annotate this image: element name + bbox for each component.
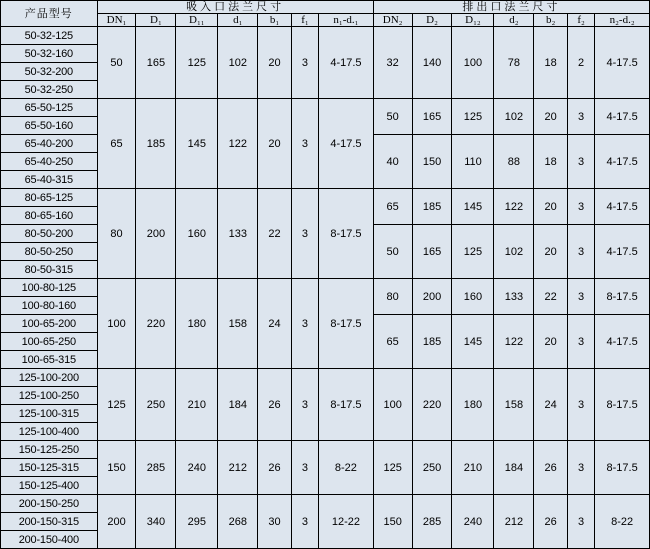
model-cell: 65-40-315 xyxy=(1,171,98,189)
suction-value-cell: 180 xyxy=(176,279,218,369)
suction-value-cell: 3 xyxy=(291,441,318,495)
suction-value-cell: 340 xyxy=(136,495,176,549)
discharge-value-cell: 160 xyxy=(452,279,494,315)
table-row xyxy=(1,27,650,45)
model-cell: 80-65-160 xyxy=(1,207,98,225)
model-cell: 100-65-250 xyxy=(1,333,98,351)
suction-value-cell: 133 xyxy=(218,189,258,279)
discharge-value-cell: 3 xyxy=(567,315,594,369)
header-col-1: DN₁ xyxy=(97,14,136,27)
discharge-value-cell: 50 xyxy=(373,99,412,135)
header-group-row xyxy=(1,1,650,14)
discharge-value-cell: 125 xyxy=(452,99,494,135)
header-model: 产品型号 xyxy=(1,1,98,27)
discharge-value-cell: 3 xyxy=(567,495,594,549)
suction-value-cell: 20 xyxy=(258,27,292,99)
model-cell: 65-40-200 xyxy=(1,135,98,153)
suction-value-cell: 3 xyxy=(291,99,318,189)
discharge-value-cell: 4-17.5 xyxy=(595,315,650,369)
discharge-value-cell: 122 xyxy=(494,189,534,225)
table-row xyxy=(1,441,650,459)
suction-value-cell: 30 xyxy=(258,495,292,549)
table-head xyxy=(1,1,650,27)
suction-value-cell: 8-17.5 xyxy=(319,369,374,441)
discharge-value-cell: 150 xyxy=(373,495,412,549)
discharge-value-cell: 210 xyxy=(452,441,494,495)
discharge-value-cell: 185 xyxy=(412,189,452,225)
discharge-value-cell: 4-17.5 xyxy=(595,189,650,225)
discharge-value-cell: 2 xyxy=(567,27,594,99)
table-row xyxy=(1,99,650,117)
discharge-value-cell: 24 xyxy=(534,369,568,441)
discharge-value-cell: 26 xyxy=(534,495,568,549)
suction-value-cell: 26 xyxy=(258,441,292,495)
suction-value-cell: 3 xyxy=(291,189,318,279)
discharge-value-cell: 122 xyxy=(494,315,534,369)
header-col-8: DN₂ xyxy=(373,14,412,27)
suction-value-cell: 3 xyxy=(291,495,318,549)
suction-value-cell: 250 xyxy=(136,369,176,441)
discharge-value-cell: 40 xyxy=(373,135,412,189)
discharge-value-cell: 65 xyxy=(373,189,412,225)
suction-value-cell: 165 xyxy=(136,27,176,99)
discharge-value-cell: 212 xyxy=(494,495,534,549)
suction-value-cell: 20 xyxy=(258,99,292,189)
model-cell: 50-32-125 xyxy=(1,27,98,45)
header-col-7: n₁-d.₁ xyxy=(319,14,374,27)
discharge-value-cell: 20 xyxy=(534,99,568,135)
discharge-value-cell: 4-17.5 xyxy=(595,99,650,135)
discharge-value-cell: 3 xyxy=(567,135,594,189)
discharge-value-cell: 150 xyxy=(412,135,452,189)
suction-value-cell: 50 xyxy=(97,27,136,99)
discharge-value-cell: 4-17.5 xyxy=(595,135,650,189)
discharge-value-cell: 200 xyxy=(412,279,452,315)
suction-value-cell: 160 xyxy=(176,189,218,279)
model-cell: 100-80-160 xyxy=(1,297,98,315)
model-cell: 150-125-250 xyxy=(1,441,98,459)
model-cell: 100-65-200 xyxy=(1,315,98,333)
discharge-value-cell: 18 xyxy=(534,27,568,99)
discharge-value-cell: 184 xyxy=(494,441,534,495)
discharge-value-cell: 3 xyxy=(567,99,594,135)
discharge-value-cell: 240 xyxy=(452,495,494,549)
discharge-value-cell: 125 xyxy=(452,225,494,279)
discharge-value-cell: 20 xyxy=(534,315,568,369)
suction-value-cell: 4-17.5 xyxy=(319,27,374,99)
discharge-value-cell: 180 xyxy=(452,369,494,441)
suction-value-cell: 8-17.5 xyxy=(319,279,374,369)
discharge-value-cell: 3 xyxy=(567,225,594,279)
suction-value-cell: 145 xyxy=(176,99,218,189)
model-cell: 200-150-315 xyxy=(1,513,98,531)
model-cell: 80-50-315 xyxy=(1,261,98,279)
discharge-value-cell: 133 xyxy=(494,279,534,315)
suction-value-cell: 122 xyxy=(218,99,258,189)
discharge-value-cell: 80 xyxy=(373,279,412,315)
model-cell: 65-50-125 xyxy=(1,99,98,117)
suction-value-cell: 150 xyxy=(97,441,136,495)
suction-value-cell: 125 xyxy=(97,369,136,441)
discharge-value-cell: 145 xyxy=(452,315,494,369)
discharge-value-cell: 32 xyxy=(373,27,412,99)
model-cell: 80-65-125 xyxy=(1,189,98,207)
suction-value-cell: 158 xyxy=(218,279,258,369)
header-column-row xyxy=(1,14,650,27)
suction-value-cell: 220 xyxy=(136,279,176,369)
suction-value-cell: 12-22 xyxy=(319,495,374,549)
suction-value-cell: 22 xyxy=(258,189,292,279)
discharge-value-cell: 50 xyxy=(373,225,412,279)
suction-value-cell: 200 xyxy=(136,189,176,279)
suction-value-cell: 184 xyxy=(218,369,258,441)
discharge-value-cell: 65 xyxy=(373,315,412,369)
model-cell: 200-150-250 xyxy=(1,495,98,513)
model-cell: 80-50-200 xyxy=(1,225,98,243)
discharge-value-cell: 3 xyxy=(567,441,594,495)
discharge-value-cell: 8-22 xyxy=(595,495,650,549)
discharge-value-cell: 3 xyxy=(567,279,594,315)
discharge-value-cell: 4-17.5 xyxy=(595,225,650,279)
model-cell: 125-100-315 xyxy=(1,405,98,423)
suction-value-cell: 268 xyxy=(218,495,258,549)
suction-value-cell: 240 xyxy=(176,441,218,495)
model-cell: 50-32-250 xyxy=(1,81,98,99)
header-col-6: f₁ xyxy=(291,14,318,27)
header-col-3: D₁₁ xyxy=(176,14,218,27)
model-cell: 65-40-250 xyxy=(1,153,98,171)
header-col-14: n₂-d.₂ xyxy=(595,14,650,27)
discharge-value-cell: 18 xyxy=(534,135,568,189)
discharge-value-cell: 102 xyxy=(494,225,534,279)
suction-value-cell: 24 xyxy=(258,279,292,369)
discharge-value-cell: 100 xyxy=(373,369,412,441)
discharge-value-cell: 165 xyxy=(412,99,452,135)
model-cell: 65-50-160 xyxy=(1,117,98,135)
discharge-value-cell: 20 xyxy=(534,225,568,279)
discharge-value-cell: 8-17.5 xyxy=(595,441,650,495)
table-row xyxy=(1,495,650,513)
header-suction-group: 吸入口法兰尺寸 xyxy=(97,1,373,14)
table-row xyxy=(1,279,650,297)
discharge-value-cell: 22 xyxy=(534,279,568,315)
model-cell: 150-125-315 xyxy=(1,459,98,477)
discharge-value-cell: 8-17.5 xyxy=(595,369,650,441)
header-discharge-group: 排出口法兰尺寸 xyxy=(373,1,649,14)
discharge-value-cell: 185 xyxy=(412,315,452,369)
header-col-12: b₂ xyxy=(534,14,568,27)
suction-value-cell: 212 xyxy=(218,441,258,495)
suction-value-cell: 3 xyxy=(291,369,318,441)
table-row xyxy=(1,189,650,207)
table-row xyxy=(1,369,650,387)
suction-value-cell: 4-17.5 xyxy=(319,99,374,189)
discharge-value-cell: 102 xyxy=(494,99,534,135)
suction-value-cell: 125 xyxy=(176,27,218,99)
discharge-value-cell: 220 xyxy=(412,369,452,441)
model-cell: 125-100-200 xyxy=(1,369,98,387)
suction-value-cell: 185 xyxy=(136,99,176,189)
table-body xyxy=(1,27,650,549)
discharge-value-cell: 8-17.5 xyxy=(595,279,650,315)
discharge-value-cell: 125 xyxy=(373,441,412,495)
header-col-4: d₁ xyxy=(218,14,258,27)
suction-value-cell: 80 xyxy=(97,189,136,279)
suction-value-cell: 102 xyxy=(218,27,258,99)
header-col-5: b₁ xyxy=(258,14,292,27)
discharge-value-cell: 4-17.5 xyxy=(595,27,650,99)
discharge-value-cell: 3 xyxy=(567,369,594,441)
suction-value-cell: 65 xyxy=(97,99,136,189)
model-cell: 200-150-400 xyxy=(1,531,98,549)
suction-value-cell: 285 xyxy=(136,441,176,495)
model-cell: 100-65-315 xyxy=(1,351,98,369)
suction-value-cell: 3 xyxy=(291,279,318,369)
suction-value-cell: 200 xyxy=(97,495,136,549)
suction-value-cell: 3 xyxy=(291,27,318,99)
model-cell: 50-32-160 xyxy=(1,45,98,63)
model-cell: 80-50-250 xyxy=(1,243,98,261)
suction-value-cell: 8-22 xyxy=(319,441,374,495)
model-cell: 125-100-400 xyxy=(1,423,98,441)
model-cell: 50-32-200 xyxy=(1,63,98,81)
suction-value-cell: 100 xyxy=(97,279,136,369)
discharge-value-cell: 20 xyxy=(534,189,568,225)
discharge-value-cell: 100 xyxy=(452,27,494,99)
discharge-value-cell: 110 xyxy=(452,135,494,189)
suction-value-cell: 26 xyxy=(258,369,292,441)
header-col-13: f₂ xyxy=(567,14,594,27)
model-cell: 100-80-125 xyxy=(1,279,98,297)
header-col-10: D₁₂ xyxy=(452,14,494,27)
discharge-value-cell: 78 xyxy=(494,27,534,99)
discharge-value-cell: 250 xyxy=(412,441,452,495)
discharge-value-cell: 3 xyxy=(567,189,594,225)
discharge-value-cell: 285 xyxy=(412,495,452,549)
model-cell: 125-100-250 xyxy=(1,387,98,405)
header-col-2: D₁ xyxy=(136,14,176,27)
discharge-value-cell: 165 xyxy=(412,225,452,279)
model-cell: 150-125-400 xyxy=(1,477,98,495)
suction-value-cell: 8-17.5 xyxy=(319,189,374,279)
discharge-value-cell: 158 xyxy=(494,369,534,441)
header-col-9: D₂ xyxy=(412,14,452,27)
discharge-value-cell: 88 xyxy=(494,135,534,189)
discharge-value-cell: 145 xyxy=(452,189,494,225)
discharge-value-cell: 140 xyxy=(412,27,452,99)
discharge-value-cell: 26 xyxy=(534,441,568,495)
suction-value-cell: 210 xyxy=(176,369,218,441)
suction-value-cell: 295 xyxy=(176,495,218,549)
header-col-11: d₂ xyxy=(494,14,534,27)
